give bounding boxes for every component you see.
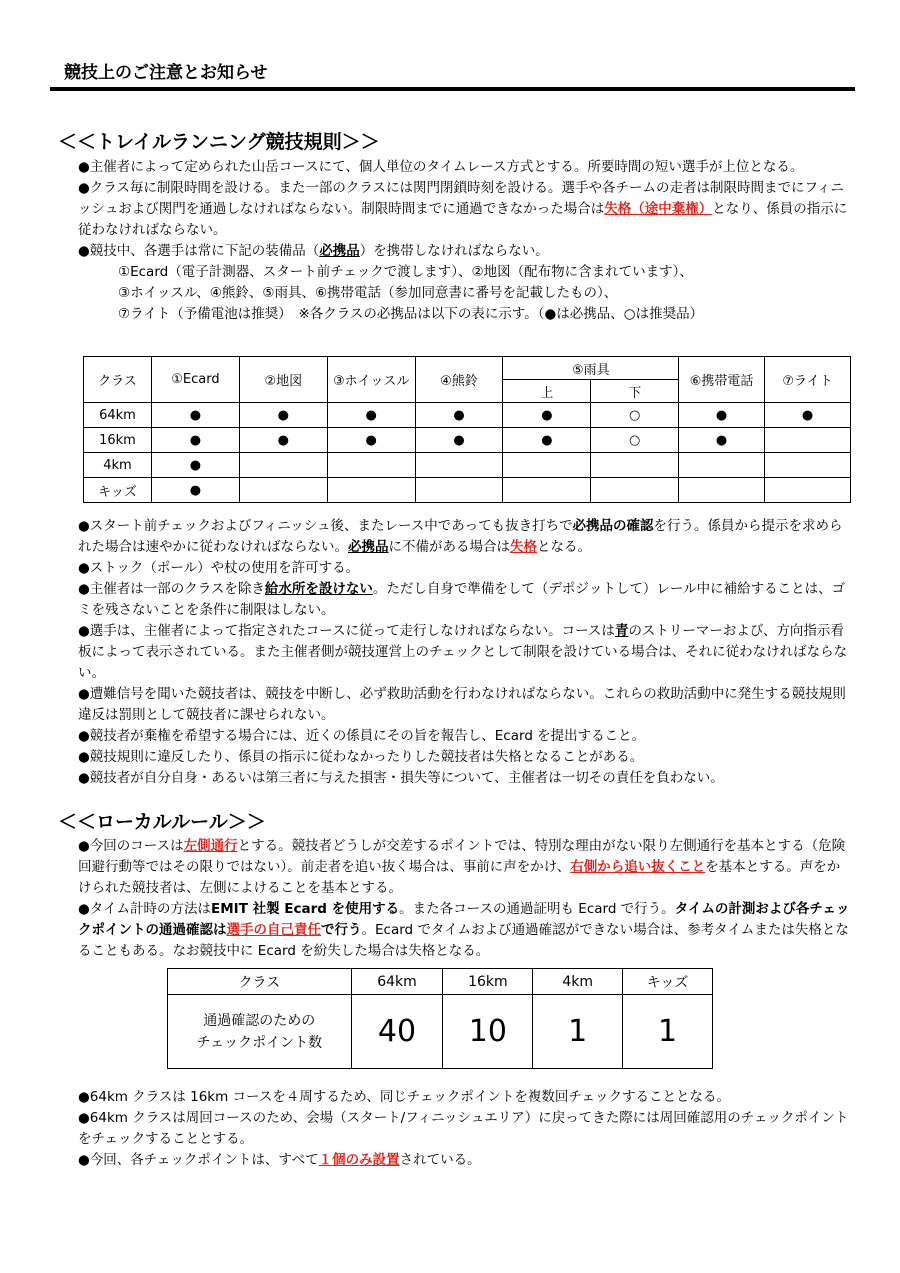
notes-body: [78, 1087, 850, 1171]
local-paragraph-1: ●今回のコースは左側通行とする。競技者どうしが交差するポイントでは、特別な理由がない限り左側通行を基本とする（危険回避行動等ではその限りではない）。前走者を追い抜く場合は、事前に声をかけ、右側から追い抜くことを基本とする。声をかけられた競技者は、左側によけることを基本とする。: [78, 838, 846, 896]
table-row: 64km ● ● ● ● ● ○ ● ●: [84, 403, 851, 428]
rule-paragraph-rescue: ●遭難信号を聞いた競技者は、競技を中断し、必ず救助活動を行わなければならない。これらの救助活動中に発生する競技規則違反は罰則として競技者に課せられない。: [78, 686, 846, 723]
section-title-local: ＜＜ローカルルール＞＞: [58, 811, 266, 833]
cp-value-4km: 1: [533, 995, 623, 1069]
cp-header-class: クラス: [168, 969, 352, 995]
rule-paragraph-violation: ●競技規則に違反したり、係員の指示に従わなかったりした競技者は失格となることがある。: [78, 749, 644, 765]
page-header: [50, 62, 855, 91]
cp-header-4km: 4km: [533, 969, 623, 995]
disqualified-text: 失格（途中棄権）: [604, 201, 713, 217]
table-row: 16km ● ● ● ● ● ○ ●: [84, 428, 851, 453]
eq-header-class: クラス: [84, 357, 152, 403]
eq-header-ecard: ①Ecard: [151, 357, 239, 403]
eq-header-map: ②地図: [239, 357, 327, 403]
note-3: ●今回、各チェックポイントは、すべて１個のみ設置されている。: [78, 1152, 481, 1168]
equipment-list-3: ⑦ライト（予備電池は推奨） ※各クラスの必携品は以下の表に示す。（●は必携品、○は推奨品）: [118, 306, 704, 322]
eq-header-phone: ⑥携帯電話: [679, 357, 765, 403]
cp-header-kids: キッズ: [623, 969, 713, 995]
cp-value-kids: 1: [623, 995, 713, 1069]
rule-paragraph-2: ●クラス毎に制限時間を設ける。また一部のクラスには関門閉鎖時刻を設ける。選手や各チームの走者は制限時間までにフィニッシュおよび関門を通過しなければならない。制限時間までに通過できなかった場合は失格（途中棄権）となり、係員の指示に従わなければならない。: [78, 180, 848, 238]
rule-paragraph-check: ●スタート前チェックおよびフィニッシュ後、またレース中であっても抜き打ちで必携品の確認を行う。係員から提示を求められた場合は速やかに従わなければならない。必携品に不備がある場合は失格となる。: [78, 518, 843, 555]
eq-header-rain-bottom: 下: [591, 380, 679, 403]
eq-header-rainwear: ⑤雨具: [503, 357, 679, 380]
eq-header-rain-top: 上: [503, 380, 591, 403]
equipment-list-1: ①Ecard（電子計測器、スタート前チェックで渡します）、②地図（配布物に含まれています）、: [118, 264, 693, 280]
note-1: ●64km クラスは 16km コースを４周するため、同じチェックポイントを複数回チェックすることとなる。: [78, 1089, 731, 1105]
note-2: ●64km クラスは周回コースのため、会場（スタート/フィニッシュエリア）に戻ってきた際には周回確認用のチェックポイントをチェックすることとする。: [78, 1110, 849, 1147]
rule-paragraph-stock: ●ストック（ポール）や杖の使用を許可する。: [78, 560, 360, 576]
checkpoint-table: [167, 968, 713, 1069]
cp-value-64km: 40: [351, 995, 443, 1069]
section-title-rules: ＜＜トレイルランニング競技規則＞＞: [58, 131, 380, 153]
rule-paragraph-water: ●主催者は一部のクラスを除き給水所を設けない。ただし自身で準備をして（デポジットして）レール中に補給することは、ゴミを残さないことを条件に制限はしない。: [78, 581, 846, 618]
eq-header-bell: ④熊鈴: [415, 357, 503, 403]
page-title: 競技上のご注意とお知らせ: [64, 63, 268, 83]
table-row: キッズ ●: [84, 478, 851, 503]
cp-value-16km: 10: [443, 995, 533, 1069]
cp-header-64km: 64km: [351, 969, 443, 995]
rule-paragraph-liability: ●競技者が自分自身・あるいは第三者に与えた損害・損失等について、主催者は一切その責任を負わない。: [78, 770, 724, 786]
local-paragraph-2: ●タイム計時の方法はEMIT 社製 Ecard を使用する。また各コースの通過証明も Ecard で行う。タイムの計測および各チェックポイントの通過確認は選手の自己責任で行う。Ecard でタイムおよび通過確認ができない場合は、参考タイムまたは失格となることもある。なお競技中に Ecard を紛失した場合は失格となる。: [78, 901, 850, 959]
equipment-table: [83, 356, 851, 503]
cp-row-label: 通過確認のための チェックポイント数: [168, 995, 352, 1069]
rules-body-2: [78, 516, 850, 789]
rule-paragraph-1: ●主催者によって定められた山岳コースにて、個人単位のタイムレース方式とする。所要時間の短い選手が上位となる。: [78, 159, 804, 175]
rule-paragraph-retire: ●競技者が棄権を希望する場合には、近くの係員にその旨を報告し、Ecard を提出すること。: [78, 728, 646, 744]
eq-header-light: ⑦ライト: [765, 357, 851, 403]
rules-body: [78, 157, 850, 325]
rule-paragraph-course: ●選手は、主催者によって指定されたコースに従って走行しなければならない。コースは青のストリーマーおよび、方向指示看板によって表示されている。また主催者側が競技運営上のチェックとして制限を設けている場合は、それに従わなければならない。: [78, 623, 848, 681]
eq-header-whistle: ③ホイッスル: [327, 357, 415, 403]
cp-header-16km: 16km: [443, 969, 533, 995]
header-rule: [50, 87, 855, 91]
equipment-list-2: ③ホイッスル、④熊鈴、⑤雨具、⑥携帯電話（参加同意書に番号を記載したもの）、: [118, 285, 618, 301]
local-body: [78, 836, 850, 962]
table-row: 4km ●: [84, 453, 851, 478]
rule-paragraph-3: ●競技中、各選手は常に下記の装備品（必携品）を携帯しなければならない。: [78, 243, 549, 259]
